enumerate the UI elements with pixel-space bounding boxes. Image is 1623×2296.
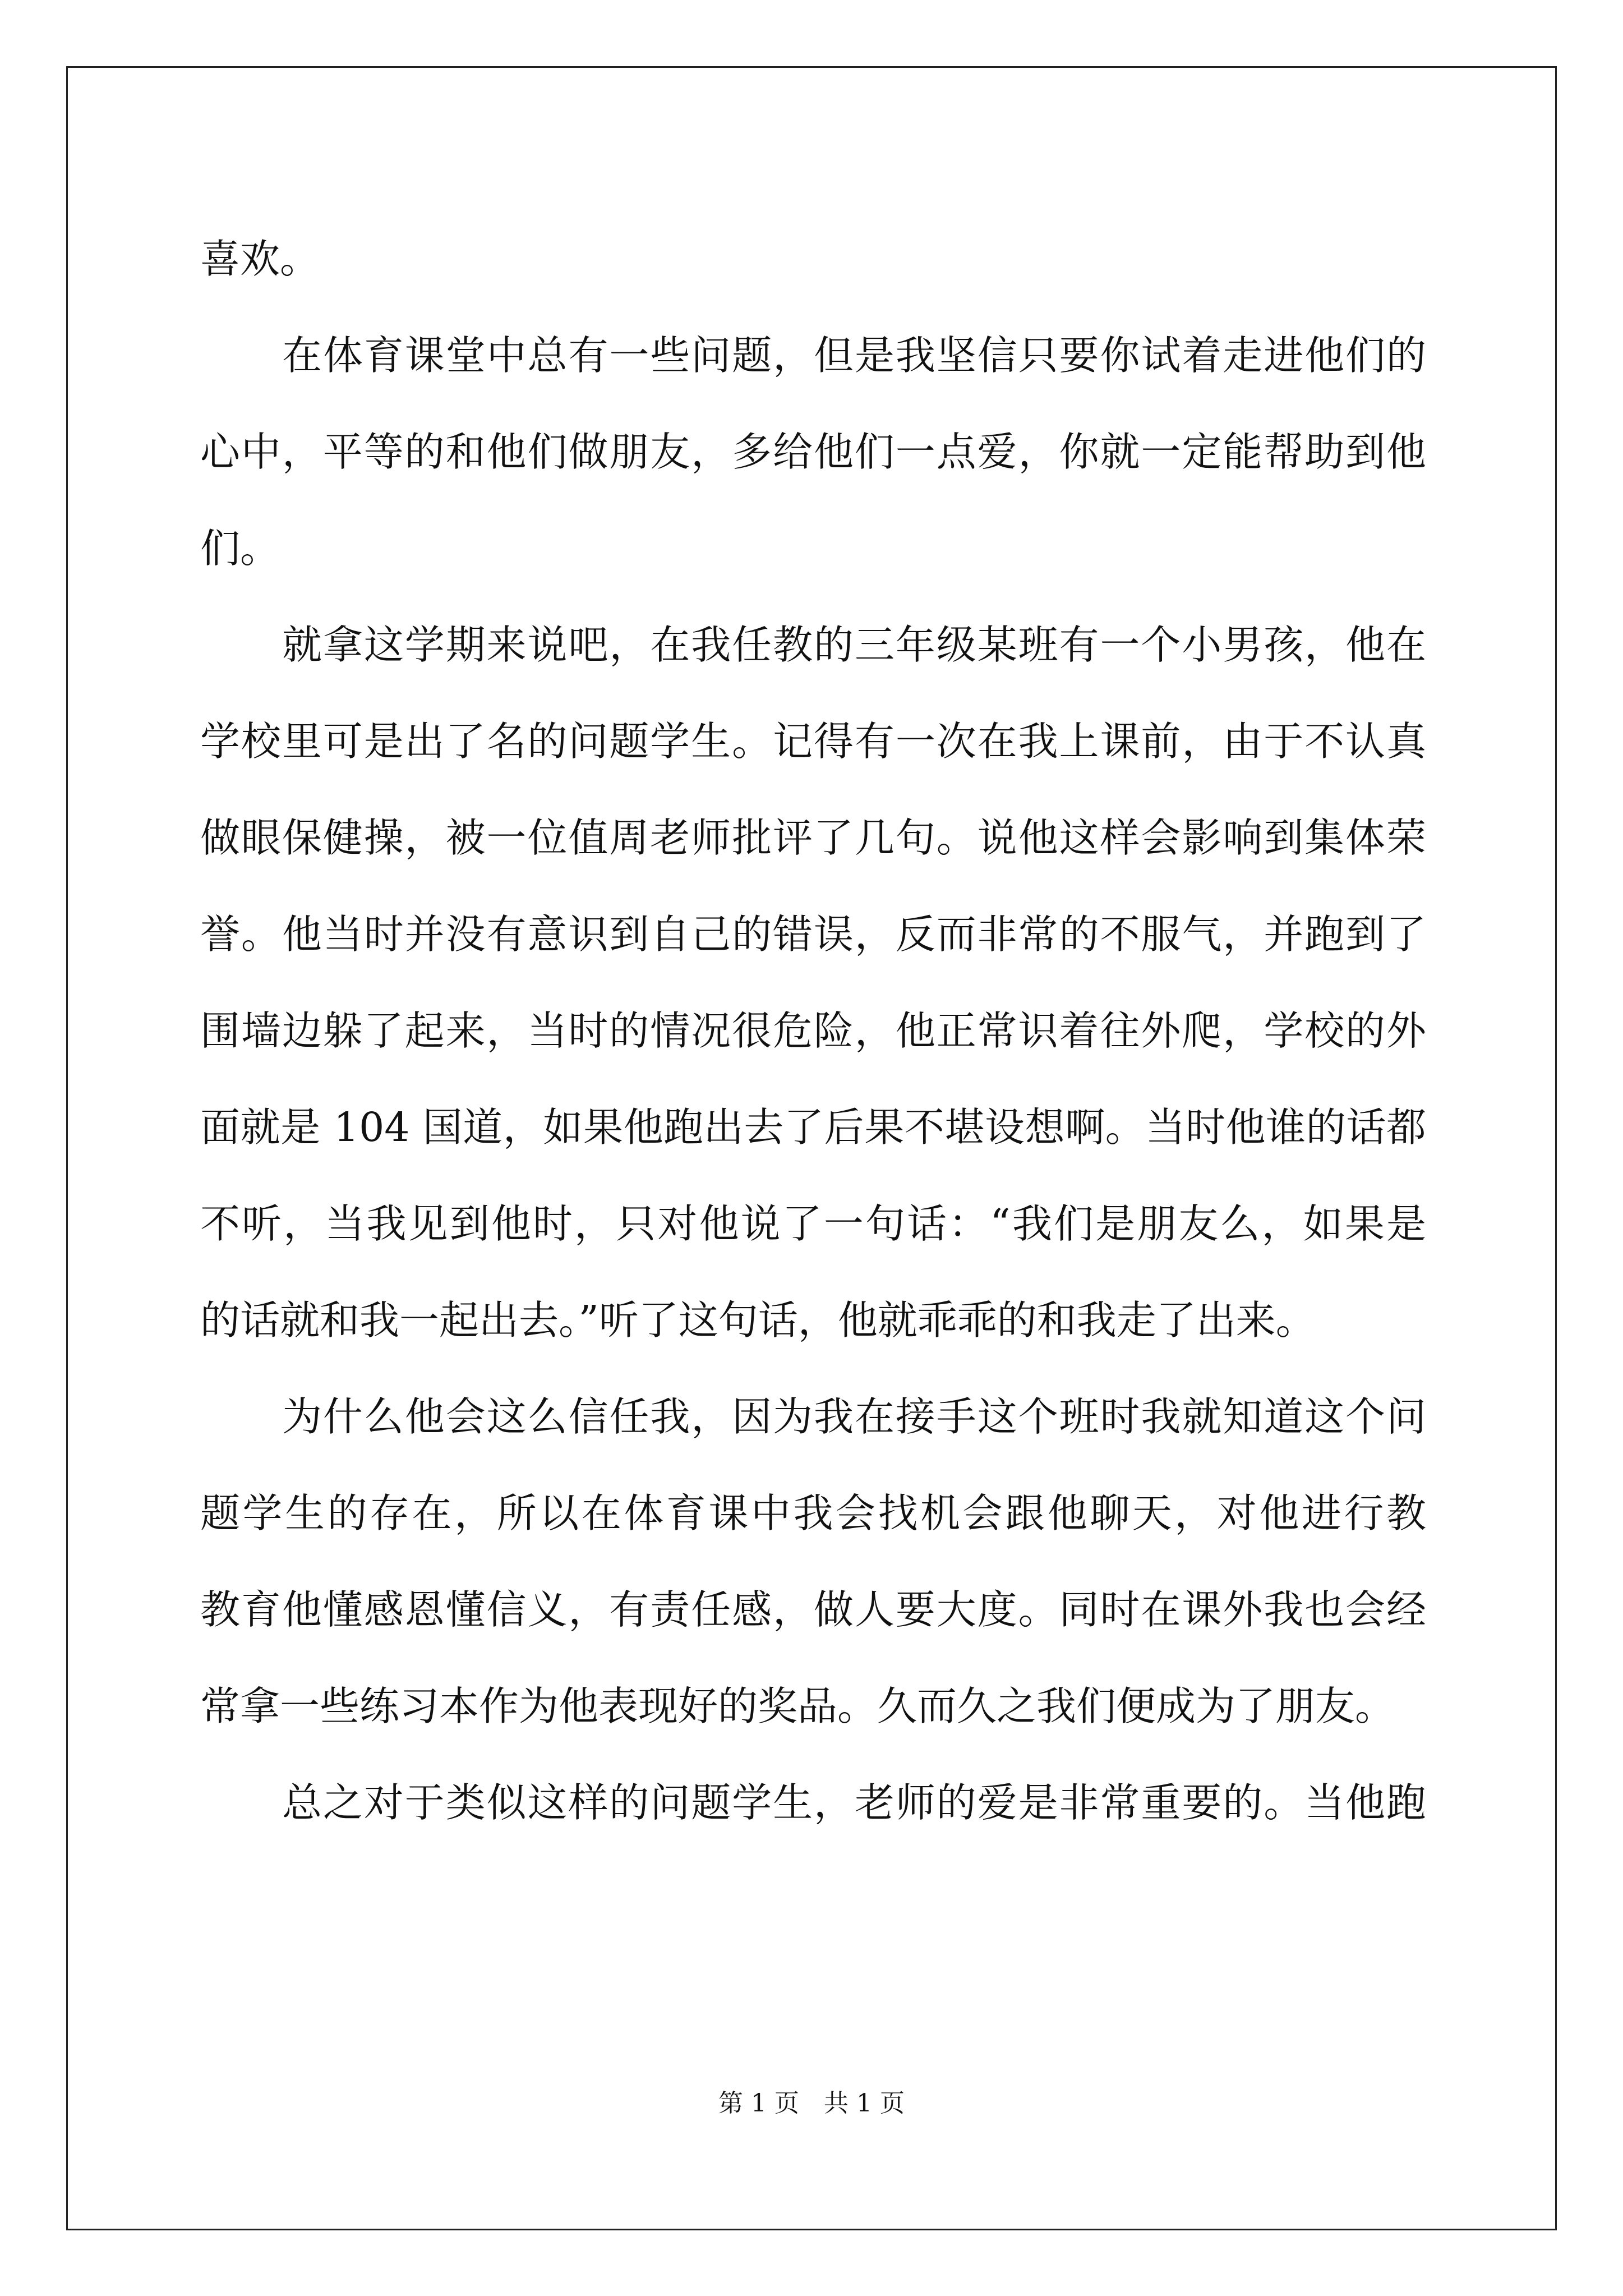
- text-line: 誉。他当时并没有意识到自己的错误，反而非常的不服气，并跑到了: [200, 911, 1426, 958]
- text-line: 常拿一些练习本作为他表现好的奖品。久而久之我们便成为了朋友。: [200, 1683, 1395, 1729]
- text-line: 题学生的存在，所以在体育课中我会找机会跟他聊天，对他进行教: [200, 1490, 1426, 1536]
- text-line: 们。: [200, 525, 280, 572]
- text-line: 为什么他会这么信任我，因为我在接手这个班时我就知道这个问: [282, 1393, 1426, 1440]
- text-line: 总之对于类似这样的问题学生，老师的爱是非常重要的。当他跑: [282, 1779, 1426, 1826]
- text-line: 的话就和我一起出去。”听了这句话，他就乖乖的和我走了出来。: [200, 1297, 1316, 1343]
- text-line: 学校里可是出了名的问题学生。记得有一次在我上课前，由于不认真: [200, 718, 1426, 765]
- document-body: [200, 211, 1426, 1851]
- text-line: 心中，平等的和他们做朋友，多给他们一点爱，你就一定能帮助到他: [200, 429, 1426, 475]
- text-line: 在体育课堂中总有一些问题，但是我坚信只要你试着走进他们的: [282, 332, 1426, 379]
- text-line: 不听，当我见到他时，只对他说了一句话：“我们是朋友么，如果是: [200, 1200, 1426, 1247]
- text-line: 面就是 104 国道，如果他跑出去了后果不堪设想啊。当时他谁的话都: [200, 1104, 1426, 1151]
- page-number: 第 1 页 共 1 页: [718, 2089, 905, 2118]
- text-line: 教育他懂感恩懂信义，有责任感，做人要大度。同时在课外我也会经: [200, 1586, 1426, 1633]
- text-line: 围墙边躲了起来，当时的情况很危险，他正常识着往外爬，学校的外: [200, 1007, 1426, 1054]
- text-line: 就拿这学期来说吧，在我任教的三年级某班有一个小男孩，他在: [282, 622, 1426, 668]
- text-line: 喜欢。: [200, 236, 320, 282]
- text-line: 做眼保健操，被一位值周老师批评了几句。说他这样会影响到集体荣: [200, 815, 1426, 861]
